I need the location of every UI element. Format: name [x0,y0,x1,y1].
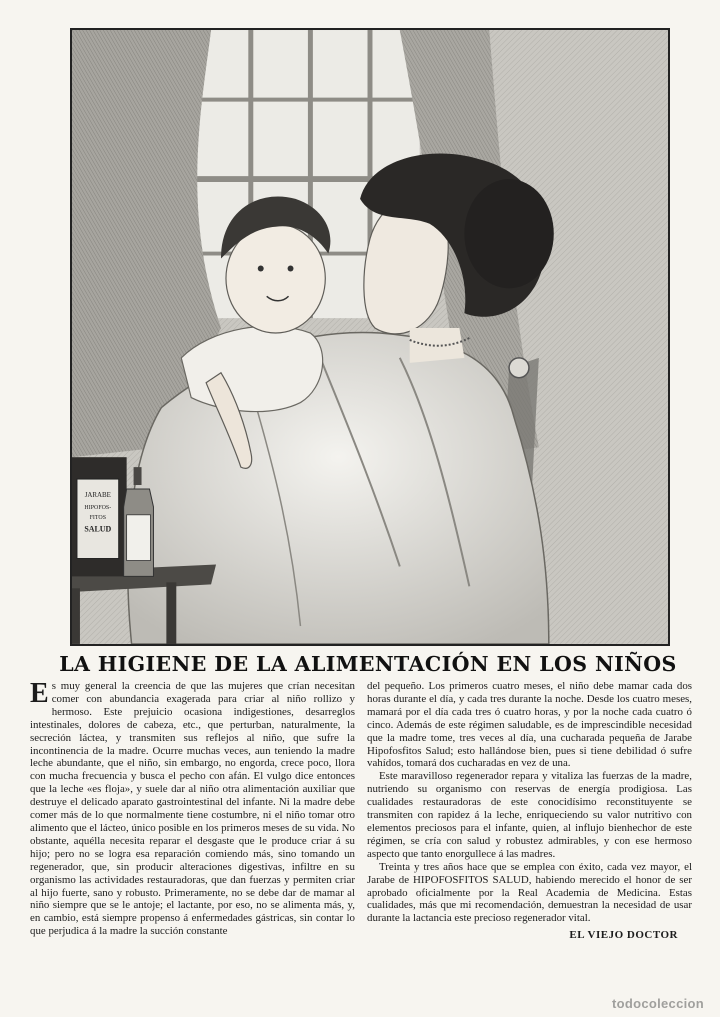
paragraph [30,680,355,938]
svg-text:JARABE: JARABE [84,490,111,499]
svg-text:FITOS: FITOS [89,514,107,521]
column-left [30,680,355,994]
svg-text:HIPOFOS-: HIPOFOS- [84,504,112,511]
signature: EL VIEJO DOCTOR [569,929,678,942]
product-box [72,457,127,576]
svg-text:SALUD: SALUD [84,524,112,534]
mother-and-child-engraving [72,30,668,644]
dropcap: E [30,680,49,709]
paragraph-text: s muy general la creencia de que las mujeres que crían necesitan comer con abundancia exagerada para criar al niño rollizo y hermoso. Este prejuicio ocasiona indigestiones, desarreglos intestinales, dolores de cabeza, etc., que perturban, naturalmente, la secreción láctea, y transmiten sus reflejos al niño, que sufre la incontinencia de la madre. Ocurre muchas veces, aun teniendo la madre leche abundante, que el niño, sin embargo, no engorda, crece poco, llora con mucha frecuencia y busca el pecho con afán. El vulgo dice entonces que la leche «es floja», y suele dar al niño otra alimentación auxiliar que destruye el delicado aparato gastrointestinal del infante. Ni la madre debe comer más de lo que normalmente tiene costumbre, ni el niño tomar otro alimento que el lácteo, único posible en los primeros meses de su vida. No obstante, aquélla necesita reparar el desgaste que le produce criar á su hijo; pero no se logra esa reparación comiendo más, sino tomando un regenerador, que, sin producir alteraciones digestivas, infiltre en su organismo las actividades restauradoras, que dan fuerzas y permiten criar al hijo fuerte, sano y robusto. Primeramente, no se debe dar de mamar al niño siempre que se le antoje; el lactante, por eso, no se alimenta más, y, en cambio, está siempre propenso á enfermedades gástricas, sin contar lo que perjudica á la madre la succión constante [30,680,355,938]
paragraph: Este maravilloso regenerador repara y vitaliza las fuerzas de la madre, nutriendo su organismo con reservas de energía prodigiosa. Las cualidades restauradoras de este conocidísimo reconstituyente se transmiten con rapidez á la leche, enriqueciendo su valor nutritivo con elementos preciosos para el infante, quien, al influjo bienhechor de este régimen, se cría con salud y robustez admirables, y con ese hermoso aspecto que tanto enorgullece á las madres. [367,770,692,860]
article-headline: LA HIGIENE DE LA ALIMENTACIÓN EN LOS NIÑOS [59,652,677,676]
article-body [30,680,692,994]
paragraph: del pequeño. Los primeros cuatro meses, el niño debe mamar cada dos horas durante el día, y cada tres durante la noche. Desde los cuatro meses, mamará por el día cada tres ó cuatro horas, y por la noche cada cuatro ó cinco. Además de este régimen saludable, es de imprescindible necesidad que la madre tome, tres veces al día, una cucharada pequeña de Jarabe Hipofosfitos Salud; esto hallándose bien, pues si tiene debilidad ó sufre vahídos, tomará dos cucharadas en vez de una. [367,680,692,770]
watermark: todocoleccion [611,996,704,1011]
advertisement-illustration [70,28,670,646]
paragraph: Treinta y tres años hace que se emplea con éxito, cada vez mayor, el Jarabe de HIPOFOSFITOS SALUD, habiendo merecido el honor de ser aprobado oficialmente por la Real Academia de Medicina. Estas cualidades, más que mi recomendación, demuestran la necesidad de usar durante la lactancia este precioso regenerador vital. [367,860,692,925]
column-right [367,680,692,994]
